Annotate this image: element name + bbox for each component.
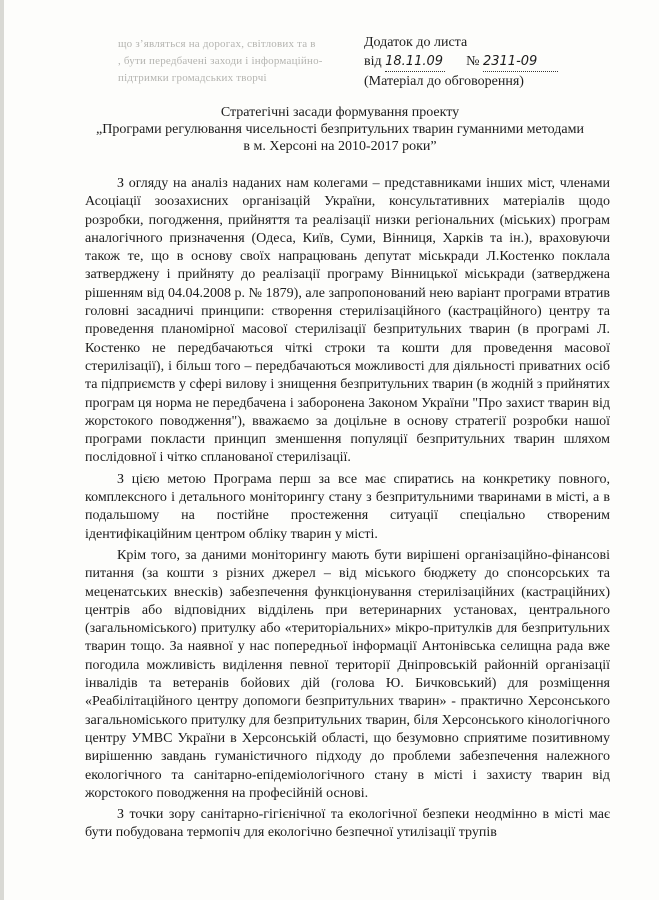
header-date-number-line: [364, 52, 558, 72]
bleed-through-line: що з’являться на дорогах, світлових та в: [118, 38, 316, 50]
number-prefix: №: [466, 54, 480, 69]
document-title: [60, 104, 620, 155]
handwritten-number: 2311-09: [483, 52, 558, 72]
bleed-through-line: підтримки громадських творчі: [118, 72, 267, 84]
document-header: [364, 33, 558, 91]
paragraph-1: З огляду на аналіз наданих нам колегами – представниками інших міст, членами Асоціації зоозахисних організацій України, консультативних матеріалів щодо розробки, погодження, прийняття та реалізації низки регіональних (міських) програм аналогічного призначення (Одеса, Київ, Суми, Вінниця, Харків та ін.), враховуючи також те, що в основу своїх напрацювань депутат міськради Л.Костенко поклала затверджену і прийняту до реалізації програму Вінницької міськради (затверджена рішенням від 04.04.2008 р. № 1879), але запропонований нею варіант програми втратив головні засадничі принципи: створення стерилізаційного (кастраційного) центру та проведення планомірної масової стерилізації безпритульних тварин (в програмі Л. Костенко не передбачаються чіткі строки та кошти для проведення масової стерилізації), і більш того – передбачаються можливості для діяльності приватних осіб та підприємств у сфері вилову і знищення безпритульних тварин (в жодній з прийнятих програм ця норма не передбачена і заборонена Законом України "Про захист тварин від жорстокого поводження"), вважаємо за доцільне в основу стратегії розробки нашої програми покласти принцип зменшення популяції безпритульних тварин шляхом послідовної і чітко спланованої стерилізації.: [85, 176, 610, 466]
header-annex-label: Додаток до листа: [364, 35, 468, 50]
title-line-3: в м. Херсоні на 2010-2017 роки”: [243, 139, 437, 154]
document-body: [85, 175, 610, 846]
scan-edge: [0, 0, 4, 900]
title-line-2: „Програми регулювання чисельності безпритульних тварин гуманними методами: [96, 122, 584, 137]
title-line-1: Стратегічні засади формування проекту: [220, 105, 460, 120]
paragraph-2: З цією метою Програма перш за все має спиратись на конкретику повного, комплексного і детального моніторингу стану з безпритульними тваринами в місті, а в подальшому на постійне простеження ситуації спеціально створеним ідентифікаційним центром обліку тварин у місті.: [85, 471, 610, 542]
paragraph-3: Крім того, за даними моніторингу мають бути вирішені організаційно-фінансові питання (за кошти з різних джерел – від міського бюджету до спонсорських та меценатських внесків) забезпечення функціонування стерилізаційних (кастраційних) центрів або відповідних відділень при ветеринарних установах, центрального (загальноміського) притулку або «територіальних» мікро-притулків для безпритульних тварин тощо. За наявної у нас попередньої інформації Антонівська селищна рада вже погодила можливість виділення певної території Дніпровській районній організації інвалідів та ветеранів бойових дій (голова Ю. Бичковський) для розміщення «Реабілітаційного центру допомоги безпритульних тварин» - практично Херсонського загальноміського притулку для безпритульних тварин, біля Херсонського кінологічного центру УМВС України в Херсонській області, що безумовно сприятиме позитивному вирішенню завдань гуманістичного підходу до проблеми забезпечення належного екологічного та санітарно-епідеміологічного стану в місті і захисту тварин від жорстокого поводження на професійній основі.: [85, 547, 610, 801]
paragraph-4: З точки зору санітарно-гігієнічної та екологічної безпеки неодмінно в місті має бути побудована термопіч для екологічно безпечної утилізації трупів: [85, 807, 610, 841]
handwritten-date: 18.11.09: [385, 52, 445, 72]
header-discussion-note: (Матеріал до обговорення): [364, 74, 524, 89]
date-prefix: від: [364, 54, 382, 69]
bleed-through-line: , бути передбачені заходи і інформаційно-: [118, 55, 323, 67]
